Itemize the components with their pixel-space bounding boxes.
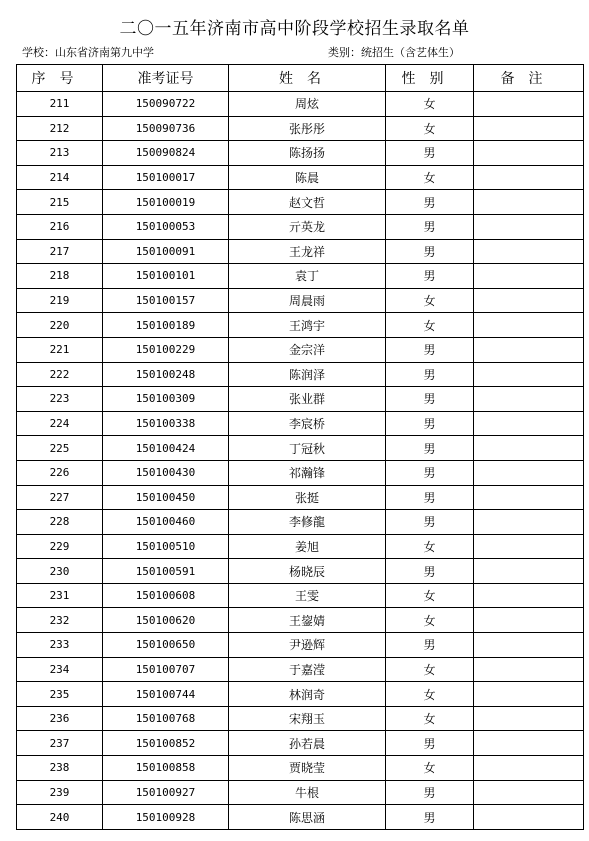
name-cell: 张挺 [229,485,386,510]
name-cell: 尹逊辉 [229,633,386,658]
gender-cell: 女 [386,534,474,559]
header-exam-id: 准考证号 [103,65,229,92]
serial-cell: 240 [17,805,103,830]
exam-id-cell: 150100591 [103,559,229,584]
name-cell: 宋翔玉 [229,706,386,731]
serial-cell: 234 [17,657,103,682]
remarks-cell [474,731,584,756]
name-cell: 姜旭 [229,534,386,559]
name-cell: 亓英龙 [229,214,386,239]
exam-id-cell: 150100309 [103,387,229,412]
remarks-cell [474,214,584,239]
table-row [17,288,584,313]
gender-cell: 男 [386,510,474,535]
exam-id-cell: 150100608 [103,583,229,608]
gender-cell: 女 [386,288,474,313]
name-cell: 孙若晨 [229,731,386,756]
table-row [17,534,584,559]
school-label: 学校：山东省济南第九中学 [22,46,154,59]
table-row [17,510,584,535]
exam-id-cell: 150090824 [103,141,229,166]
name-cell: 陈晨 [229,165,386,190]
gender-cell: 男 [386,387,474,412]
serial-cell: 223 [17,387,103,412]
serial-cell: 218 [17,264,103,289]
table-row [17,436,584,461]
gender-cell: 男 [386,190,474,215]
gender-cell: 男 [386,485,474,510]
exam-id-cell: 150100768 [103,706,229,731]
serial-cell: 237 [17,731,103,756]
exam-id-cell: 150100510 [103,534,229,559]
name-cell: 林润奇 [229,682,386,707]
exam-id-cell: 150100744 [103,682,229,707]
remarks-cell [474,190,584,215]
exam-id-cell: 150100019 [103,190,229,215]
serial-cell: 230 [17,559,103,584]
table-row [17,756,584,781]
serial-cell: 224 [17,411,103,436]
table-row [17,264,584,289]
remarks-cell [474,460,584,485]
remarks-cell [474,313,584,338]
name-cell: 贾晓莹 [229,756,386,781]
gender-cell: 女 [386,608,474,633]
remarks-cell [474,534,584,559]
gender-cell: 男 [386,460,474,485]
header-name: 姓名 [229,65,386,92]
exam-id-cell: 150100091 [103,239,229,264]
remarks-cell [474,288,584,313]
serial-cell: 238 [17,756,103,781]
gender-cell: 女 [386,92,474,117]
table-row [17,313,584,338]
remarks-cell [474,559,584,584]
table-row [17,583,584,608]
serial-cell: 212 [17,116,103,141]
name-cell: 金宗洋 [229,337,386,362]
remarks-cell [474,608,584,633]
category-label: 类别：统招生（含艺体生） [328,46,460,59]
exam-id-cell: 150100229 [103,337,229,362]
table-row [17,657,584,682]
table-row [17,460,584,485]
remarks-cell [474,805,584,830]
gender-cell: 女 [386,116,474,141]
exam-id-cell: 150100017 [103,165,229,190]
gender-cell: 女 [386,313,474,338]
remarks-cell [474,510,584,535]
remarks-cell [474,756,584,781]
remarks-cell [474,116,584,141]
gender-cell: 男 [386,214,474,239]
remarks-cell [474,485,584,510]
table-row [17,92,584,117]
name-cell: 陈思涵 [229,805,386,830]
table-row [17,485,584,510]
table-row [17,362,584,387]
gender-cell: 女 [386,706,474,731]
table-row [17,682,584,707]
gender-cell: 男 [386,559,474,584]
exam-id-cell: 150100650 [103,633,229,658]
gender-cell: 男 [386,411,474,436]
exam-id-cell: 150090722 [103,92,229,117]
name-cell: 王鋆婧 [229,608,386,633]
table-row [17,706,584,731]
exam-id-cell: 150100053 [103,214,229,239]
remarks-cell [474,362,584,387]
table-header-row [17,65,584,92]
name-cell: 袁丁 [229,264,386,289]
exam-id-cell: 150100927 [103,780,229,805]
table-row [17,780,584,805]
remarks-cell [474,264,584,289]
serial-cell: 225 [17,436,103,461]
gender-cell: 女 [386,682,474,707]
gender-cell: 男 [386,780,474,805]
name-cell: 牛根 [229,780,386,805]
name-cell: 李宸桥 [229,411,386,436]
table-row [17,411,584,436]
gender-cell: 男 [386,239,474,264]
exam-id-cell: 150100101 [103,264,229,289]
header-serial: 序号 [17,65,103,92]
remarks-cell [474,436,584,461]
header-remarks: 备注 [474,65,584,92]
gender-cell: 男 [386,264,474,289]
gender-cell: 男 [386,362,474,387]
header-gender: 性别 [386,65,474,92]
gender-cell: 男 [386,141,474,166]
name-cell: 赵文哲 [229,190,386,215]
serial-cell: 228 [17,510,103,535]
remarks-cell [474,411,584,436]
table-row [17,805,584,830]
remarks-cell [474,239,584,264]
serial-cell: 226 [17,460,103,485]
gender-cell: 女 [386,165,474,190]
name-cell: 陈扬扬 [229,141,386,166]
table-row [17,731,584,756]
exam-id-cell: 150100157 [103,288,229,313]
serial-cell: 220 [17,313,103,338]
exam-id-cell: 150100620 [103,608,229,633]
page-title: 二〇一五年济南市高中阶段学校招生录取名单 [119,19,470,39]
gender-cell: 男 [386,731,474,756]
name-cell: 陈润泽 [229,362,386,387]
serial-cell: 213 [17,141,103,166]
exam-id-cell: 150100424 [103,436,229,461]
serial-cell: 217 [17,239,103,264]
exam-id-cell: 150100430 [103,460,229,485]
serial-cell: 221 [17,337,103,362]
name-cell: 王鸿宇 [229,313,386,338]
remarks-cell [474,141,584,166]
serial-cell: 232 [17,608,103,633]
table-row [17,190,584,215]
remarks-cell [474,92,584,117]
remarks-cell [474,706,584,731]
gender-cell: 女 [386,756,474,781]
name-cell: 王雯 [229,583,386,608]
name-cell: 丁冠秋 [229,436,386,461]
serial-cell: 211 [17,92,103,117]
table-row [17,337,584,362]
serial-cell: 219 [17,288,103,313]
exam-id-cell: 150100338 [103,411,229,436]
name-cell: 李修龍 [229,510,386,535]
gender-cell: 男 [386,805,474,830]
exam-id-cell: 150090736 [103,116,229,141]
exam-id-cell: 150100852 [103,731,229,756]
serial-cell: 235 [17,682,103,707]
name-cell: 于嘉滢 [229,657,386,682]
table-row [17,214,584,239]
serial-cell: 215 [17,190,103,215]
remarks-cell [474,657,584,682]
table-row [17,608,584,633]
serial-cell: 239 [17,780,103,805]
remarks-cell [474,583,584,608]
serial-cell: 233 [17,633,103,658]
remarks-cell [474,165,584,190]
name-cell: 张业群 [229,387,386,412]
remarks-cell [474,682,584,707]
exam-id-cell: 150100928 [103,805,229,830]
name-cell: 周晨雨 [229,288,386,313]
table-row [17,165,584,190]
remarks-cell [474,337,584,362]
name-cell: 祁瀚锋 [229,460,386,485]
serial-cell: 229 [17,534,103,559]
remarks-cell [474,387,584,412]
remarks-cell [474,780,584,805]
gender-cell: 女 [386,583,474,608]
name-cell: 杨晓辰 [229,559,386,584]
exam-id-cell: 150100707 [103,657,229,682]
table-row [17,116,584,141]
exam-id-cell: 150100450 [103,485,229,510]
serial-cell: 227 [17,485,103,510]
remarks-cell [474,633,584,658]
exam-id-cell: 150100189 [103,313,229,338]
exam-id-cell: 150100248 [103,362,229,387]
serial-cell: 216 [17,214,103,239]
name-cell: 王龙祥 [229,239,386,264]
gender-cell: 男 [386,436,474,461]
table-row [17,141,584,166]
gender-cell: 男 [386,633,474,658]
gender-cell: 男 [386,337,474,362]
table-row [17,239,584,264]
serial-cell: 222 [17,362,103,387]
exam-id-cell: 150100858 [103,756,229,781]
name-cell: 周炫 [229,92,386,117]
table-row [17,633,584,658]
gender-cell: 女 [386,657,474,682]
name-cell: 张彤彤 [229,116,386,141]
serial-cell: 231 [17,583,103,608]
exam-id-cell: 150100460 [103,510,229,535]
serial-cell: 236 [17,706,103,731]
serial-cell: 214 [17,165,103,190]
table-row [17,559,584,584]
table-row [17,387,584,412]
admission-table [16,64,584,830]
